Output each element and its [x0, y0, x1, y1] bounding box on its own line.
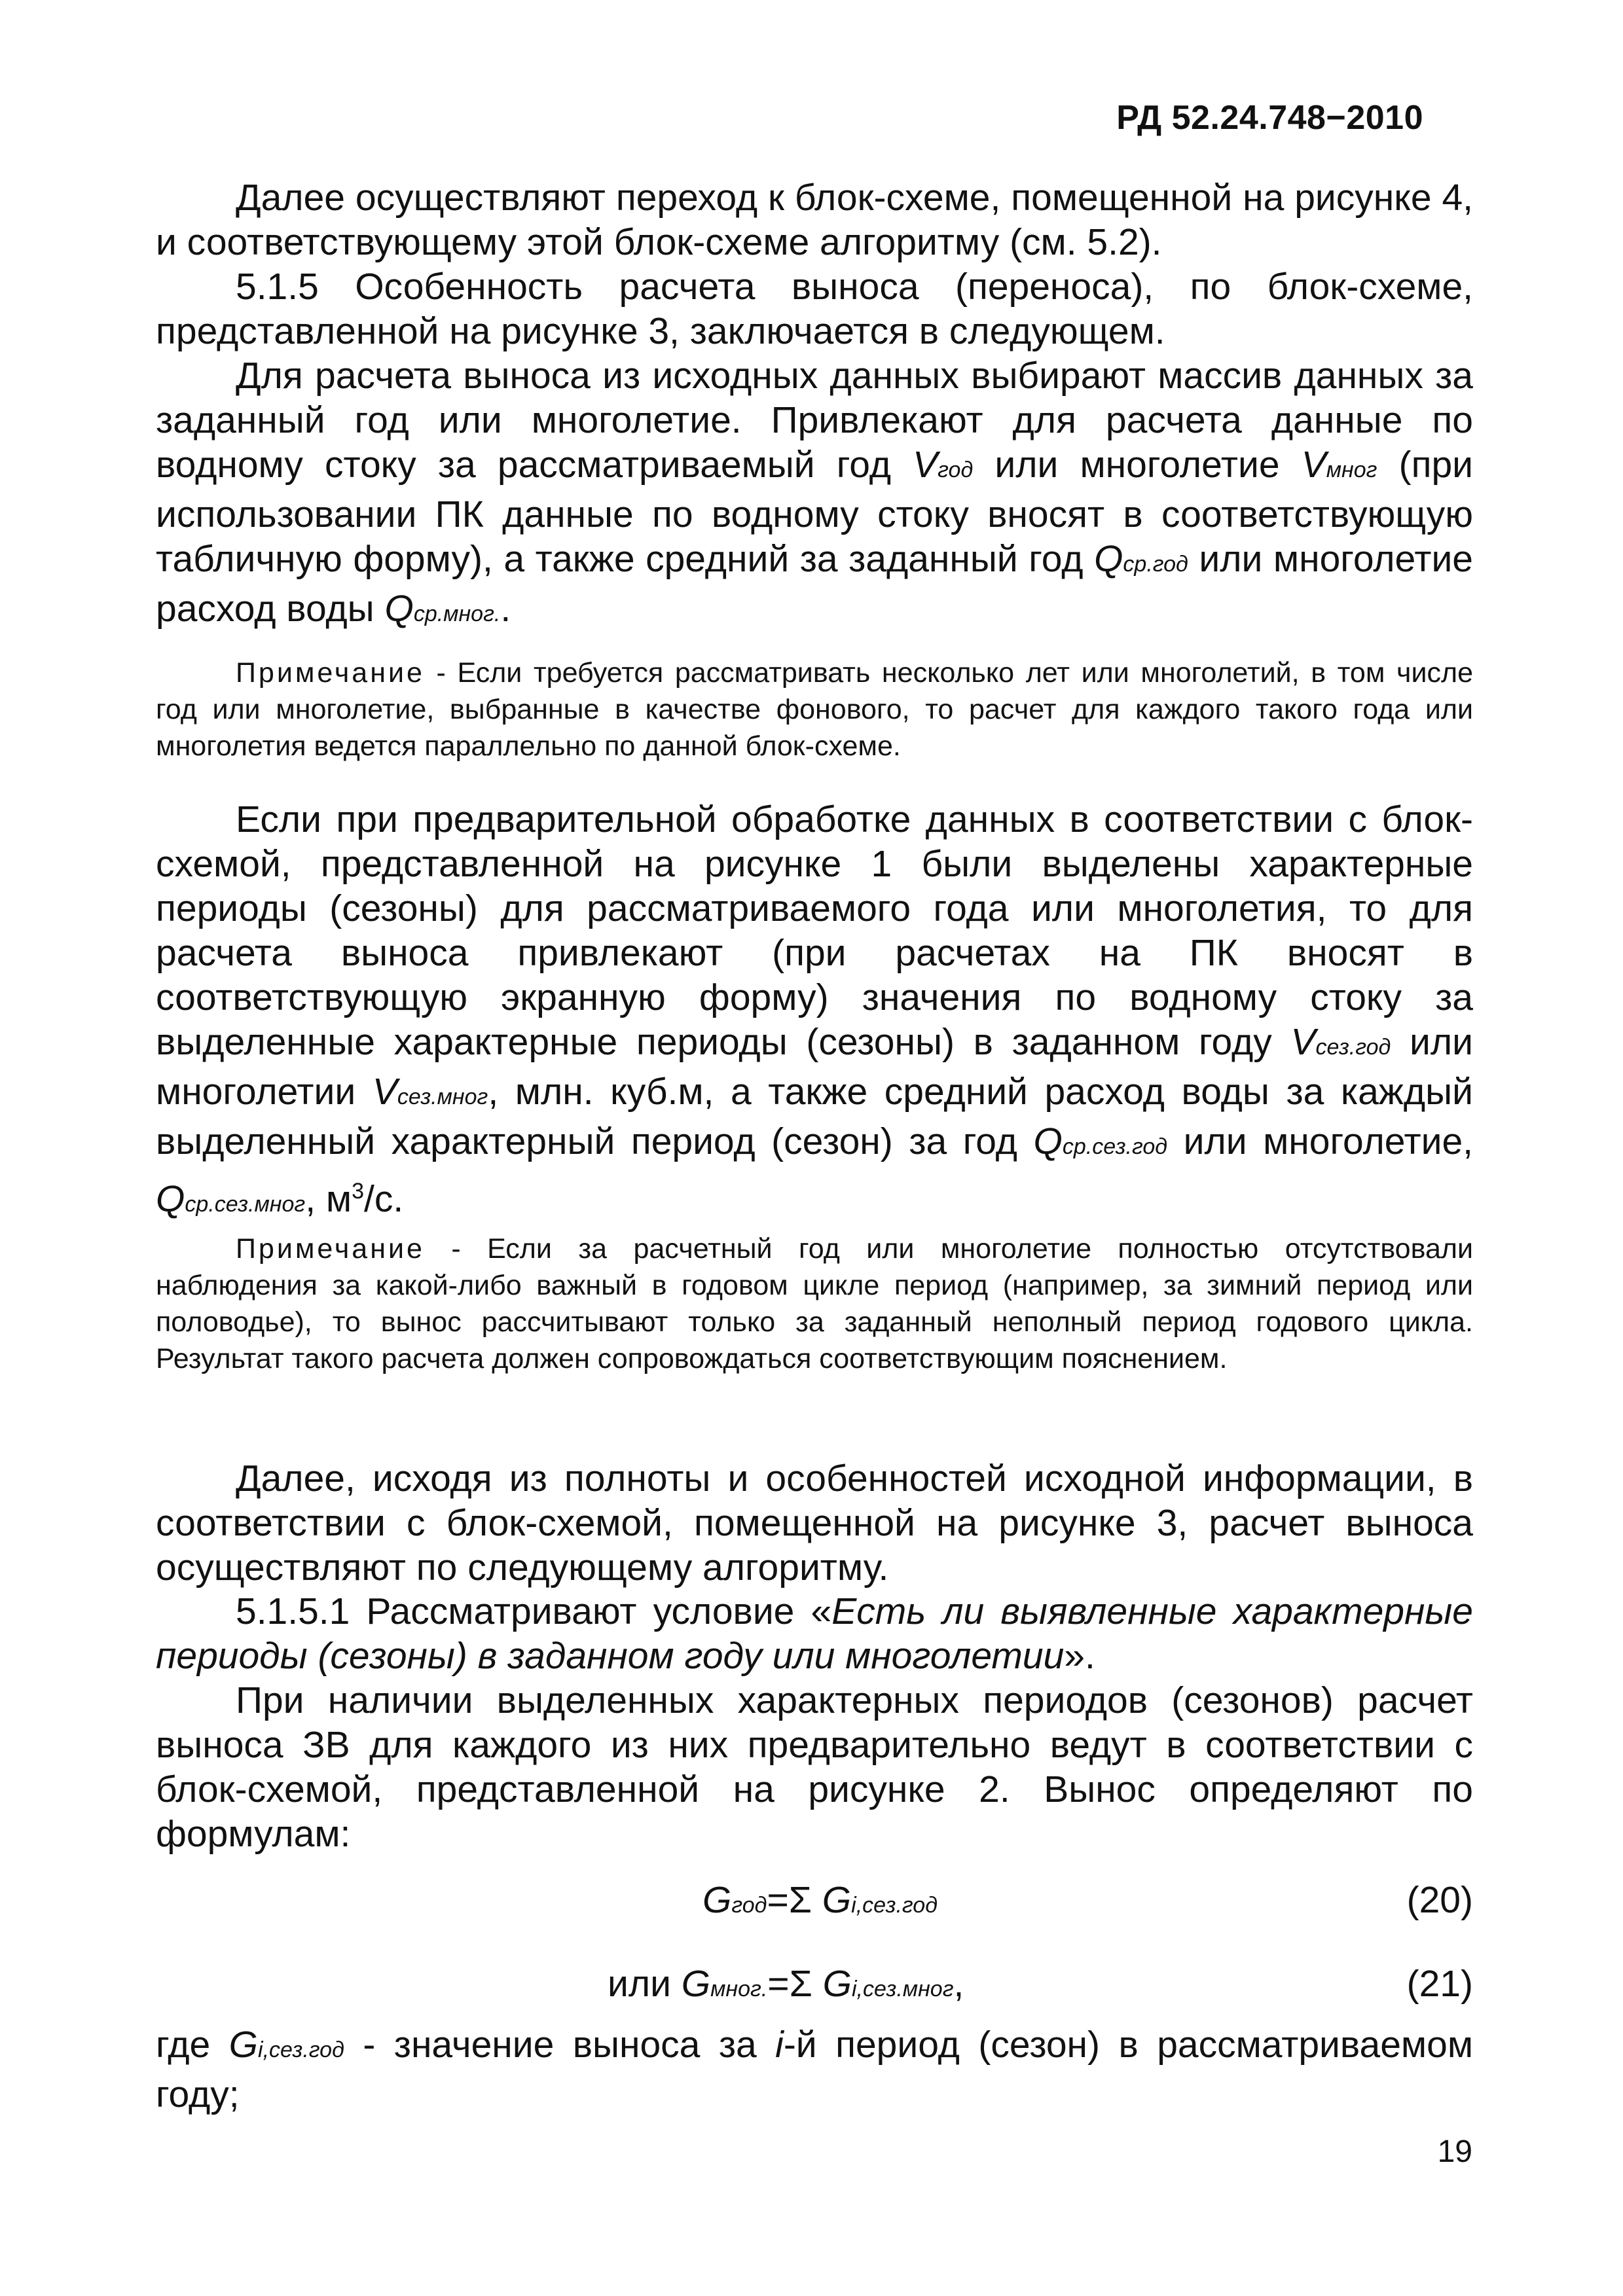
paragraph-3-text: или многолетие расход воды — [156, 538, 1473, 630]
paragraph-1: Далее осуществляют переход к блок-схеме, помещенной на рисунке 4, и соответствующему этой блок-схеме алгоритму (см. 5.2). — [156, 177, 1473, 263]
var-q-avg-multi: Q — [384, 588, 414, 630]
formula-20-rhs: G — [822, 1879, 852, 1921]
paragraph-5: Далее, исходя из полноты и особенностей исходной информации, в соответствии с блок-схемой, помещенной на рисунке 3, расчет выноса осуществляют по следующему алгоритму. — [156, 1458, 1473, 1588]
paragraph-7: При наличии выделенных характерных периодов (сезонов) расчет выноса ЗВ для каждого из них предварительно ведут в соответствии с блок-схемой, представленной на рисунке 2. Вынос определяют по формулам: — [156, 1679, 1473, 1855]
formula-21-prefix: или — [608, 1963, 682, 2005]
formula-21-rhs: G — [822, 1963, 852, 2005]
formula-20 — [156, 1878, 1473, 1924]
where-clause-text: где — [156, 2024, 229, 2066]
formula-21-number: (21) — [1406, 1963, 1473, 2005]
note-2-text: - Если за расчетный год или многолетие полностью отсутствовали наблюдения за какой-либо важный в годовом цикле период (например, за зимний период или половодье), то вынос рассчитывают только за заданный неполный период годового цикла. Результат такого расчета должен сопровождаться соответствующим пояснением. — [156, 1233, 1473, 1374]
formula-21-operator: =Σ — [767, 1963, 823, 2005]
formula-20-rhs-subscript: i,сез.год — [851, 1893, 938, 1918]
formula-21-rhs-subscript: i,сез.мног — [851, 1977, 954, 2001]
paragraph-4-text: или многолетие, — [1167, 1121, 1474, 1162]
where-clause-text: - значение выноса за — [344, 2024, 776, 2066]
var-v-year: V — [913, 444, 938, 486]
paragraph-3-text: Для расчета выноса из исходных данных выбирают массив данных за заданный год или многолетие. Привлекают для расчета данные по водному стоку за рассматриваемый год — [156, 355, 1473, 486]
note-1-label: Примечание — [236, 657, 425, 689]
paragraph-3-text: (при использовании ПК данные по водному стоку вносят в соответствующую табличную форму), а также средний за заданный год — [156, 444, 1473, 580]
formula-21 — [156, 1962, 1473, 2008]
formula-20-lhs-subscript: год — [731, 1893, 767, 1918]
paragraph-6-text: 5.1.5.1 Рассматривают условие « — [236, 1590, 832, 1632]
paragraph-4 — [156, 797, 1473, 1227]
formula-20-lhs: G — [702, 1879, 732, 1921]
where-clause-text: -й период (сезон) в рассматриваемом году; — [156, 2024, 1474, 2115]
where-var-i: i — [775, 2024, 784, 2066]
formula-21-expression — [608, 1962, 964, 2005]
var-q-season-multi-subscript: ср.сез.мног — [185, 1192, 306, 1217]
var-v-year-subscript: год — [938, 457, 974, 482]
var-q-avg-year: Q — [1094, 538, 1123, 580]
var-q-avg-year-subscript: ср.год — [1123, 552, 1188, 577]
var-q-season-multi: Q — [156, 1178, 185, 1220]
paragraph-6-text: ». — [1064, 1635, 1095, 1677]
var-v-multi-subscript: мног — [1326, 457, 1377, 482]
var-q-season-year-subscript: ср.сез.год — [1062, 1134, 1168, 1159]
where-var-g-subscript: i,сез.год — [258, 2037, 344, 2062]
var-v-season-multi: V — [372, 1071, 397, 1113]
paragraph-6 — [156, 1589, 1473, 1678]
var-q-season-year: Q — [1033, 1121, 1063, 1162]
paragraph-4-text: или многолетии — [156, 1021, 1473, 1113]
var-v-season-year-subscript: сез.год — [1315, 1035, 1391, 1060]
note-2 — [156, 1230, 1473, 1377]
paragraph-2: 5.1.5 Особенность расчета выноса (переноса), по блок-схеме, представленной на рисунке 3, заключается в следующем. — [156, 266, 1473, 352]
page-number: 19 — [1437, 2134, 1472, 2169]
paragraph-4-text: Если при предварительной обработке данных в соответствии с блок-схемой, представленной на рисунке 1 были выделены характерные периоды (сезоны) для рассматриваемого года или многолетия, то для расчета выноса привлекают (при расчетах на ПК вносят в соответствующую экранную форму) значения по водному стоку за выделенные характерные периоды (сезоны) в заданном году — [156, 798, 1473, 1063]
paragraph-4-text: /с. — [363, 1178, 404, 1220]
formula-20-operator: =Σ — [767, 1879, 822, 1921]
note-2-label: Примечание — [236, 1233, 425, 1265]
paragraph-3 — [156, 353, 1473, 636]
paragraph-3-text: . — [500, 588, 511, 630]
var-v-season-year: V — [1290, 1021, 1316, 1063]
formula-20-expression — [702, 1878, 938, 1922]
var-v-season-multi-subscript: сез.мног — [397, 1085, 488, 1109]
note-1 — [156, 655, 1473, 764]
unit-superscript: 3 — [352, 1179, 364, 1204]
note-1-text: - Если требуется рассматривать несколько лет или многолетий, в том числе год или многолетие, выбранные в качестве фонового, то расчет для каждого такого года или многолетия ведется параллельно по данной блок-схеме. — [156, 657, 1473, 762]
where-var-g: G — [228, 2024, 259, 2066]
paragraph-4-text: , м — [305, 1178, 352, 1220]
condition-text: Есть ли выявленные характерные периоды (сезоны) в заданном году или многолетии — [156, 1590, 1474, 1677]
paragraph-3-text: или многолетие — [973, 444, 1302, 486]
var-q-avg-multi-subscript: ср.мног. — [413, 601, 501, 626]
formula-21-lhs-subscript: мног. — [710, 1977, 768, 2001]
formula-20-number: (20) — [1406, 1879, 1473, 1921]
var-v-multi: V — [1301, 444, 1326, 486]
document-code: РД 52.24.748−2010 — [1116, 99, 1423, 137]
where-clause — [156, 2022, 1473, 2117]
formula-21-lhs: G — [681, 1963, 711, 2005]
formula-21-tail: , — [953, 1963, 964, 2005]
paragraph-4-text: , млн. куб.м, а также средний расход воды за каждый выделенный характерный период (сезон) за год — [156, 1071, 1473, 1162]
